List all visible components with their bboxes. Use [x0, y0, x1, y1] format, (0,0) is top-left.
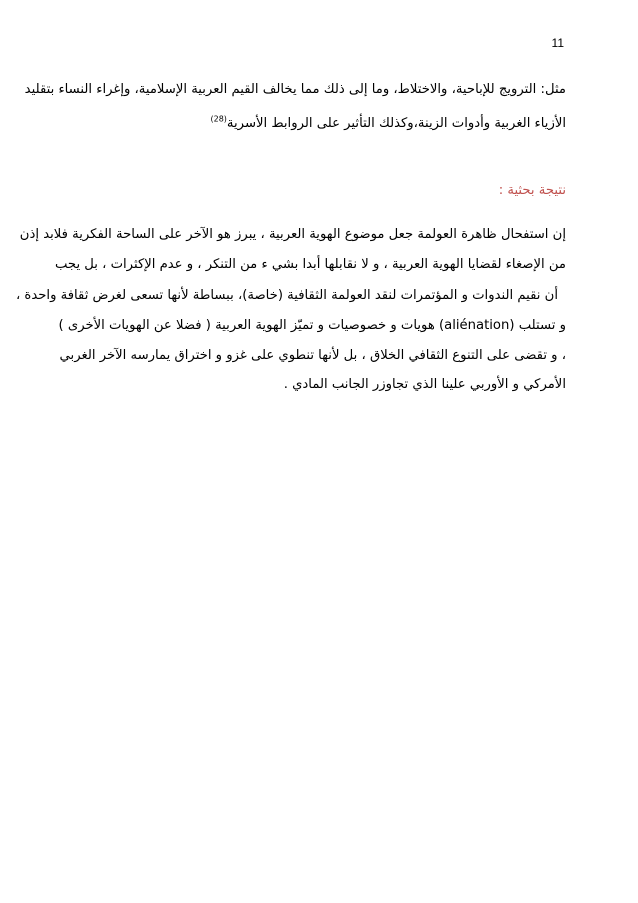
paragraph-text: الأزياء الغربية وأدوات الزينة،وكذلك التأثير على الروابط الأسرية	[226, 116, 566, 131]
paragraph-line: و تستلب (aliénation) هويات و خصوصيات و تميّز الهوية العربية ( فضلا عن الهويات الأخرى )	[58, 318, 566, 333]
paragraph-line: أن نقيم الندوات و المؤتمرات لنقد العولمة الثقافية (خاصة)، ببساطة لأنها تسعى لغرض ثقافة واحدة ،	[15, 288, 558, 303]
paragraph-line-with-footnote	[72, 114, 566, 134]
paragraph-line: مثل: الترويج للإباحية، والاختلاط، وما إلى ذلك مما يخالف القيم العربية الإسلامية، وإغراء النساء بتقليد	[24, 82, 566, 97]
footnote-reference: (28)	[210, 114, 227, 124]
paragraph-line: إن استفحال ظاهرة العولمة جعل موضوع الهوية العربية ، يبرز هو الآخر على الساحة الفكرية فلابد إذن	[19, 227, 566, 242]
paragraph-line: الأمركي و الأوربي علينا الذي تجاوزر الجانب المادي .	[283, 377, 566, 392]
section-heading: نتيجة بحثية :	[498, 183, 566, 198]
paragraph-line: ، و تقضى على التنوع الثقافي الخلاق ، بل لأنها تنطوي على غزو و اختراق يمارسه الآخر الغربي	[59, 348, 566, 363]
page-number: 11	[551, 36, 564, 50]
paragraph-line: من الإصغاء لقضايا الهوية العربية ، و لا نقابلها أبدا بشي ء من التنكر ، و عدم الإكثرات ، بل يجب	[54, 257, 566, 272]
